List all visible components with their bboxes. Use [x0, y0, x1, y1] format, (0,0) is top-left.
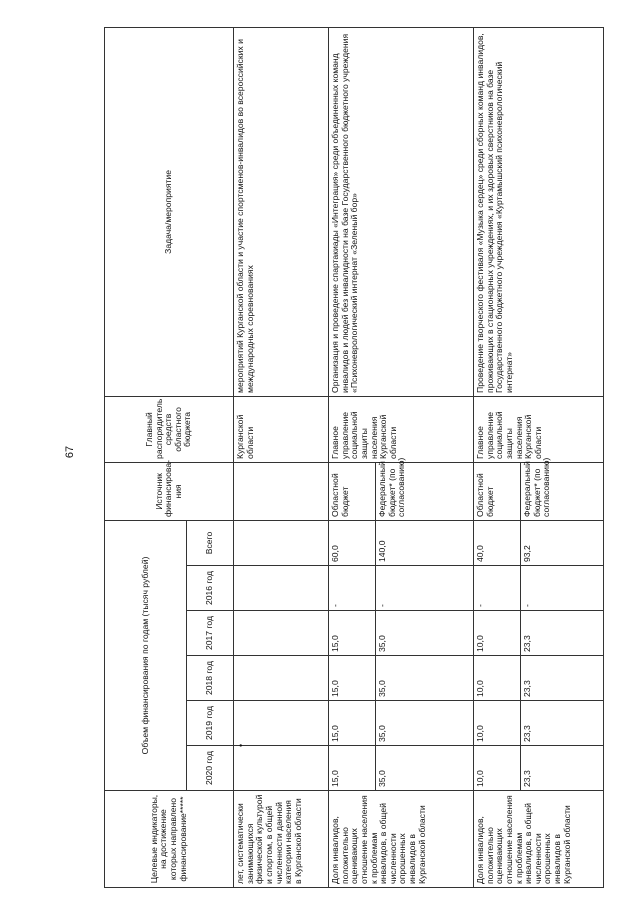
cell-source: Областной бюджет	[474, 462, 521, 520]
header-total: Всего	[187, 520, 234, 565]
cell-2020: 15,0	[329, 746, 376, 791]
table-row-manager: Курганской области	[234, 396, 329, 462]
cell-2017: 23,3	[521, 611, 604, 656]
cell-2018: 15,0	[329, 656, 376, 701]
cell-2020: 23,3	[521, 746, 604, 791]
cell-2018: 23,3	[521, 656, 604, 701]
rotated-page	[104, 33, 604, 888]
cell-2020: 10,0	[474, 746, 521, 791]
table-row-task: Организация и проведение спартакиады «Интеграция» среди объединенных команд инвалидов и людей без инвалидности на базе Государственного бюджетного учреждения «Психоневрологический интернат «Зеленый бор»	[329, 27, 474, 396]
header-2019: 2019 год	[187, 701, 234, 746]
dot-mark: •	[236, 743, 246, 747]
cell-2018: 10,0	[474, 656, 521, 701]
cell-2019: 23,3	[521, 701, 604, 746]
table-row-target: Доля инвалидов, положительно оценивающих отношение населения к проблемам инвалидов, в общей численности опрошенных инвалидов в Курганской области	[329, 791, 474, 888]
cell-2017: 15,0	[329, 611, 376, 656]
header-2017: 2017 год	[187, 611, 234, 656]
cell-2016: -	[474, 566, 521, 611]
cell-2016: -	[329, 566, 376, 611]
table-stage	[104, 33, 604, 888]
table-row-task: Проведение творческого фестиваля «Музыка сердец» среди сборных команд инвалидов, проживающих в стационарных учреждениях, и их здоровых сверстников на базе Государственного бюджетного учреждения «Куртамышский психоневрологический интернат»	[474, 27, 604, 396]
header-volume: Объем финансирования по годам (тысяч рублей)	[105, 520, 187, 790]
cell-source: Федеральный бюджет* (по согласованию)	[521, 462, 604, 520]
cell-2020: 35,0	[376, 746, 474, 791]
cell-2019: 10,0	[474, 701, 521, 746]
cell-2016: -	[376, 566, 474, 611]
cell-source: Федеральный бюджет* (по согласованию)	[376, 462, 474, 520]
financing-table	[104, 27, 604, 888]
cell-2016: -	[521, 566, 604, 611]
table-row-manager: Главное управление социальной защиты населения Курганской области	[329, 396, 474, 462]
cell-2019: 15,0	[329, 701, 376, 746]
table-row-target: лет, систематически занимающихся физической культурой и спортом, в общей численности данной категории населения в Курганской области	[234, 791, 329, 888]
header-targets: Целевые индикаторы, на достижение которых направлено финансирование*****	[105, 791, 234, 888]
header-task: Задача/мероприятие	[105, 27, 234, 396]
cell-total: 60,0	[329, 520, 376, 565]
cell-total: 140,0	[376, 520, 474, 565]
cell-2018: 35,0	[376, 656, 474, 701]
header-2018: 2018 год	[187, 656, 234, 701]
cell-2017: 35,0	[376, 611, 474, 656]
header-2016: 2016 год	[187, 566, 234, 611]
table-row-target: Доля инвалидов, положительно оценивающих отношение населения к проблемам инвалидов, в общей численности опрошенных инвалидов в Курганской области	[474, 791, 604, 888]
cell-source: Областной бюджет	[329, 462, 376, 520]
cell-2017: 10,0	[474, 611, 521, 656]
cell-total: 40,0	[474, 520, 521, 565]
cell-total: 93,2	[521, 520, 604, 565]
cell-2019: 35,0	[376, 701, 474, 746]
header-manager: Главный распорядитель средств областного бюджета	[105, 396, 234, 462]
table-row-manager: Главное управление социальной защиты населения Курганской области	[474, 396, 604, 462]
table-row-task: мероприятий Курганской области и участие спортсменов-инвалидов во всероссийских и международных соревнованиях	[234, 27, 329, 396]
header-source: Источник финансирова-ния	[105, 462, 234, 520]
header-2020: 2020 год	[187, 746, 234, 791]
page-number: 67	[64, 445, 76, 459]
